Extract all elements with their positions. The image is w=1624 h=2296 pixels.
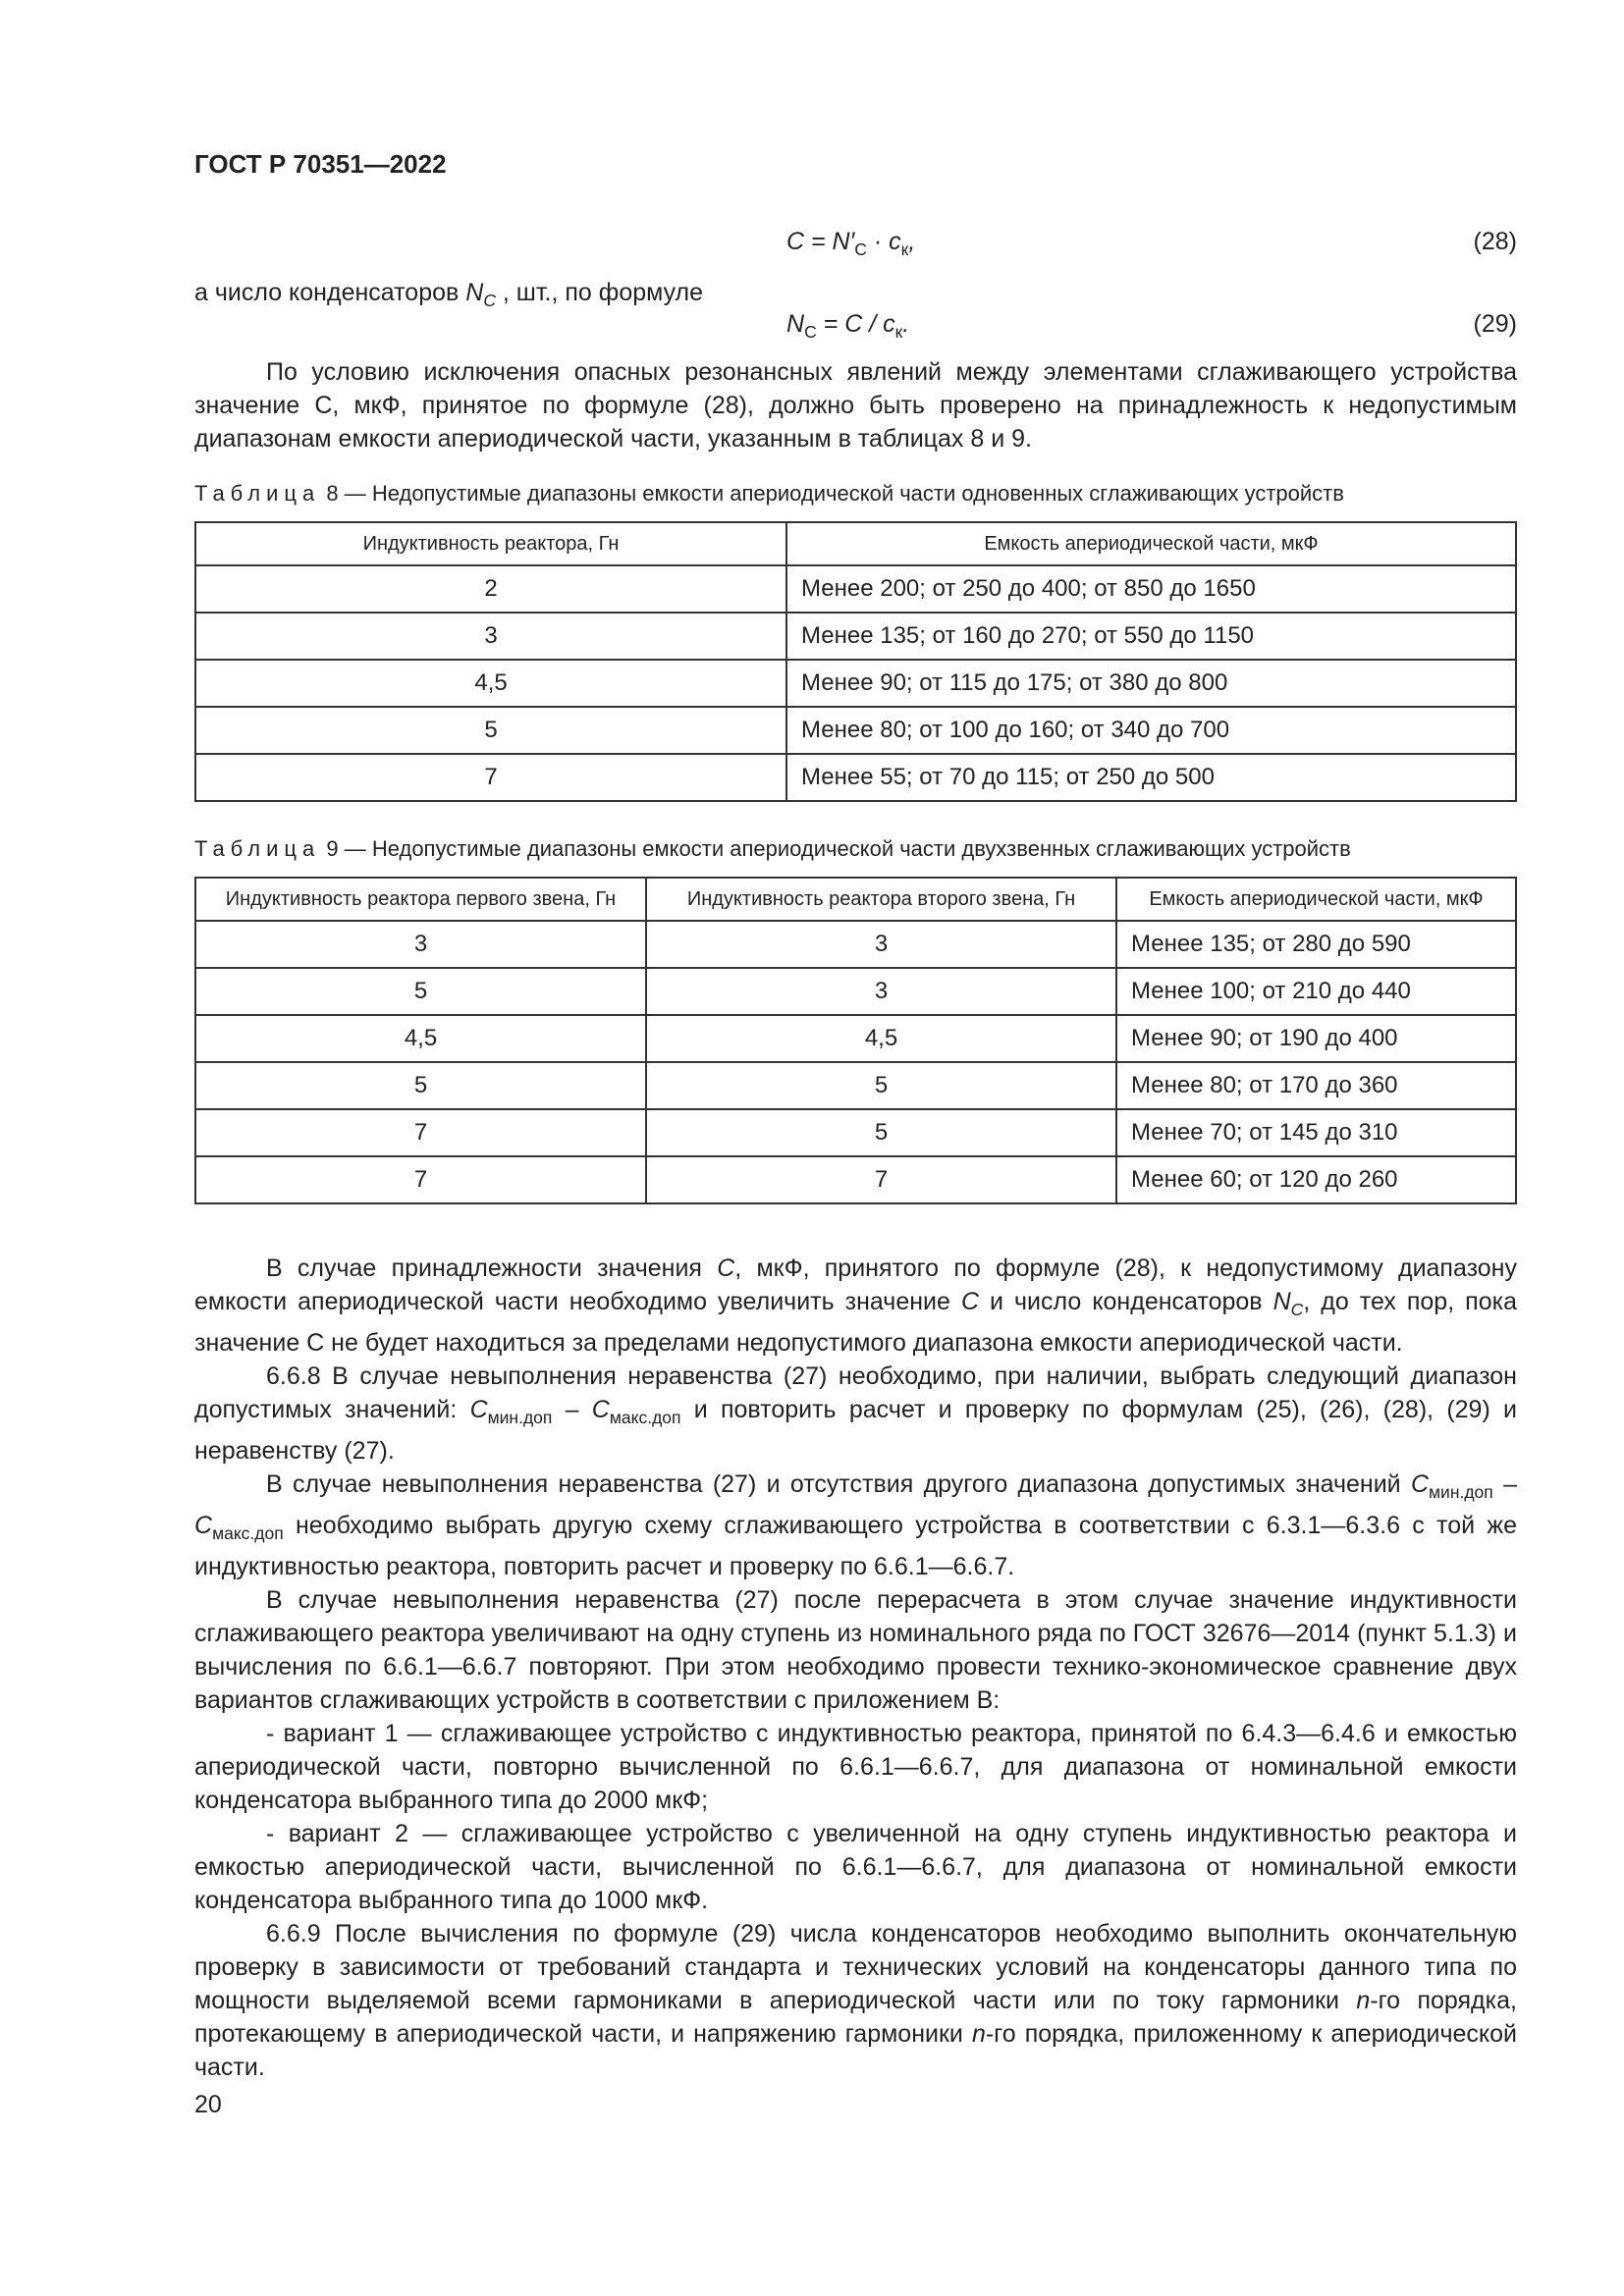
table-row (195, 968, 1516, 1015)
table-cell: Менее 55; от 70 до 115; от 250 до 500 (786, 754, 1516, 801)
table-row (195, 921, 1516, 968)
table-cell: 4,5 (195, 1015, 646, 1062)
intro-line: а число конденсаторов $N_C$ , шт., по формуле (194, 279, 704, 310)
formula-number: (29) (1473, 310, 1517, 338)
table-row (195, 1109, 1516, 1156)
table-cell: Менее 70; от 145 до 310 (1116, 1109, 1516, 1156)
table-cell: Менее 100; от 210 до 440 (1116, 968, 1516, 1015)
table-cell: 7 (195, 754, 786, 801)
formula-28: $C = N'_C \cdot c_к$, (28) (786, 228, 1517, 259)
formula-29: $N_C = C / c_к$. (29) (786, 310, 1517, 342)
table-cell: Менее 90; от 115 до 175; от 380 до 800 (786, 660, 1516, 707)
table-cell: 3 (646, 921, 1116, 968)
paragraph: - вариант 1 — сглаживающее устройство с индуктивностью реактора, принятой по 6.4.3—6.4.6 и емкостью апериодической части, повторно вычисленной по 6.6.1—6.6.7, для диапазона от номинальной емкости конденсатора выбранного типа до 2000 мкФ; (194, 1720, 1517, 1814)
column-header: Индуктивность реактора первого звена, Гн (195, 878, 646, 921)
table-cell: Менее 200; от 250 до 400; от 850 до 1650 (786, 565, 1516, 613)
table-row (195, 660, 1516, 707)
table-cell: 7 (195, 1109, 646, 1156)
table-cell: 3 (195, 921, 646, 968)
table-cell: 3 (195, 613, 786, 660)
column-header: Индуктивность реактора, Гн (195, 522, 786, 565)
paragraph: 6.6.8 В случае невыполнения неравенства (27) необходимо, при наличии, выбрать следующий диапазон допустимых значений: $C_{мин.доп} - C_{макс.доп}$ и повторить расчет и проверку по формулам (25), (26), (28), (29) и неравенству (27). (194, 1362, 1518, 1465)
table-cell: 5 (646, 1109, 1116, 1156)
paragraph: В случае невыполнения неравенства (27) после перерасчета в этом случае значение индуктивности сглаживающего реактора увеличивают на одну ступень из номинального ряда по ГОСТ 32676—2014 (пункт 5.1.3) и вычисления по 6.6.1—6.6.7 повторяют. При этом необходимо провести технико-экономическое сравнение двух вариантов сглаживающих устройств в соответствии с приложением В: (194, 1586, 1517, 1714)
column-header: Индуктивность реактора второго звена, Гн (646, 878, 1116, 921)
table-cell: 4,5 (195, 660, 786, 707)
table-row (195, 613, 1516, 660)
column-header: Емкость апериодической части, мкФ (1116, 878, 1516, 921)
column-header: Емкость апериодической части, мкФ (786, 522, 1516, 565)
table-cell: 7 (646, 1156, 1116, 1203)
table-cell: 4,5 (646, 1015, 1116, 1062)
formula-number: (28) (1473, 228, 1517, 255)
paragraph: 6.6.9 После вычисления по формуле (29) числа конденсаторов необходимо выполнить окончательную проверку в зависимости от требований стандарта и технических условий на конденсаторы данного типа по мощности выделяемой всеми гармониками в апериодической части или по току гармоники n-го порядка, протекающему в апериодической части, и напряжению гармоники n-го порядка, приложенному к апериодической части. (194, 1920, 1517, 2081)
body-text (194, 1252, 1517, 2084)
table-cell: Менее 135; от 280 до 590 (1116, 921, 1516, 968)
table-8 (194, 521, 1517, 802)
paragraph: - вариант 2 — сглаживающее устройство с увеличенной на одну ступень индуктивностью реактора и емкостью апериодической части, вычисленной по 6.6.1—6.6.7, для диапазона от номинальной емкости конденсатора выбранного типа до 1000 мкФ. (194, 1820, 1517, 1914)
table-cell: 3 (646, 968, 1116, 1015)
paragraph: По условию исключения опасных резонансных явлений между элементами сглаживающего устройства значение С, мкФ, принятое по формуле (28), должно быть проверено на принадлежность к недопустимым диапазонам емкости апериодической части, указанным в таблицах 8 и 9. (194, 358, 1517, 453)
table-cell: 5 (195, 1062, 646, 1109)
page-number: 20 (194, 2091, 222, 2118)
table-cell: 5 (646, 1062, 1116, 1109)
table9-caption: Таблица 9 — Недопустимые диапазоны емкости апериодической части двухзвенных сглаживающих устройств (194, 836, 1351, 861)
table-cell: Менее 135; от 160 до 270; от 550 до 1150 (786, 613, 1516, 660)
table-cell: 2 (195, 565, 786, 613)
table8-caption: Таблица 8 — Недопустимые диапазоны емкости апериодической части одновенных сглаживающих устройств (194, 481, 1344, 506)
table-cell: Менее 80; от 170 до 360 (1116, 1062, 1516, 1109)
table-cell: 7 (195, 1156, 646, 1203)
table-cell: 5 (195, 968, 646, 1015)
table-row (195, 707, 1516, 754)
table-cell: Менее 60; от 120 до 260 (1116, 1156, 1516, 1203)
paragraph: В случае принадлежности значения C, мкФ, принятого по формуле (28), к недопустимому диапазону емкости апериодической части необходимо увеличить значение C и число конденсаторов $N_C$, до тех пор, пока значение С не будет находиться за пределами недопустимого диапазона емкости апериодической части. (194, 1255, 1517, 1357)
table-cell: Менее 80; от 100 до 160; от 340 до 700 (786, 707, 1516, 754)
table-row (195, 1156, 1516, 1203)
table-row (195, 565, 1516, 613)
table-9 (194, 877, 1517, 1204)
table-cell: 5 (195, 707, 786, 754)
document-header: ГОСТ Р 70351—2022 (194, 149, 447, 179)
table-row (195, 1062, 1516, 1109)
paragraph: В случае невыполнения неравенства (27) и отсутствия другого диапазона допустимых значений $C_{мин.доп} - C_{макс.доп}$ необходимо выбрать другую схему сглаживающего устройства в соответствии с 6.3.1—6.3.6 с той же индуктивностью реактора, повторить расчет и проверку по 6.6.1—6.6.7. (194, 1470, 1517, 1580)
table-row (195, 1015, 1516, 1062)
table-cell: Менее 90; от 190 до 400 (1116, 1015, 1516, 1062)
table-row (195, 754, 1516, 801)
